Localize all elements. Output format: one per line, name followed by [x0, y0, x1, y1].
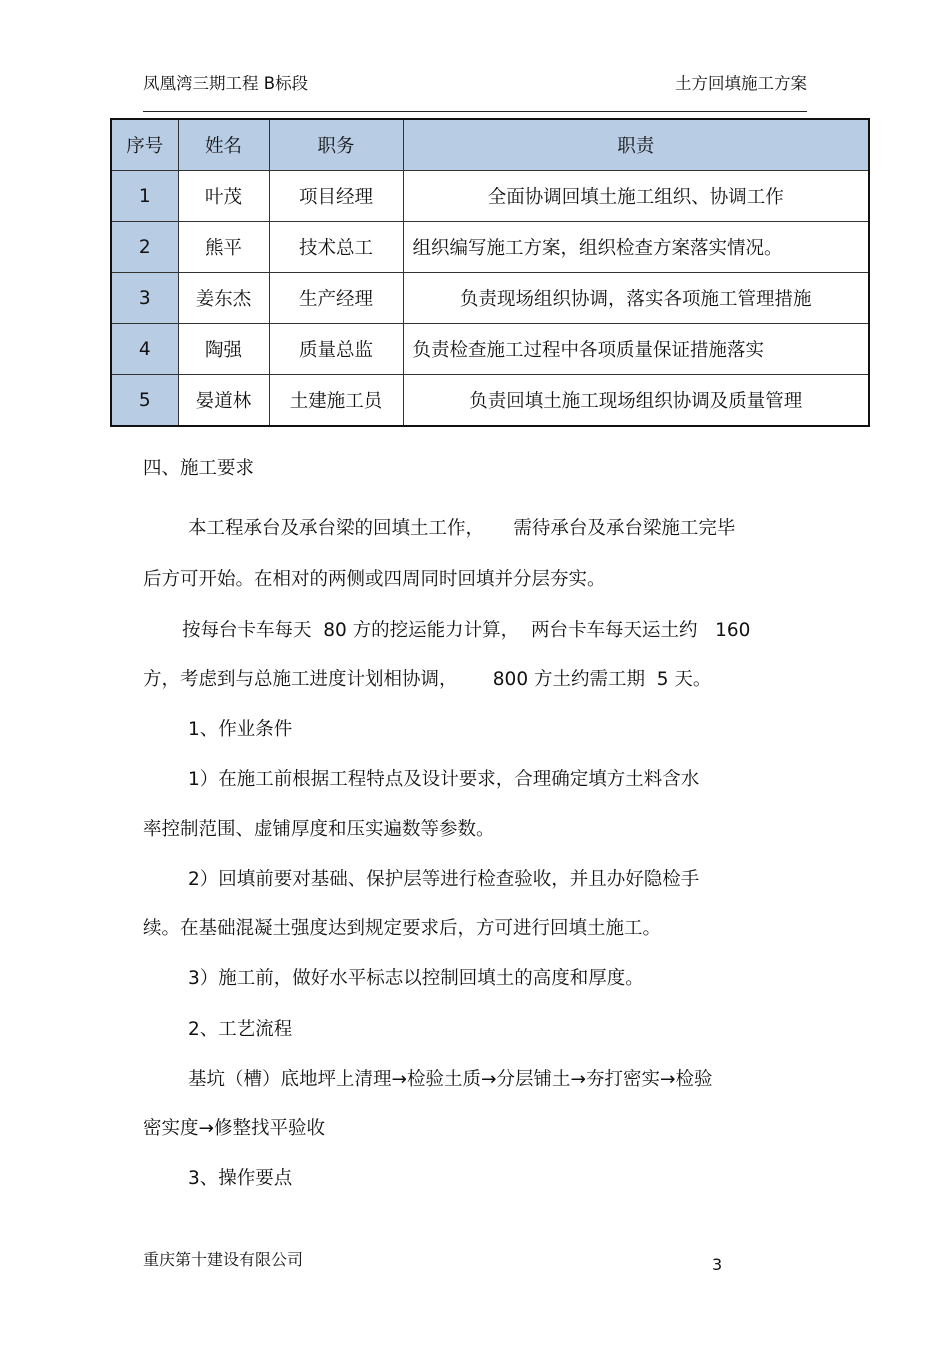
- cell-duty: 负责现场组织协调，落实各项施工管理措施: [403, 273, 869, 324]
- cell-position: 技术总工: [269, 222, 403, 273]
- header-project: 凤凰湾三期工程 B标段: [143, 74, 309, 93]
- section-title: 四、施工要求: [143, 458, 255, 479]
- table-header-row: [111, 119, 869, 171]
- cell-duty: 组织编写施工方案，组织检查方案落实情况。: [403, 222, 869, 273]
- cell-seq: 1: [111, 171, 178, 222]
- responsibility-table: [110, 118, 870, 427]
- cell-position: 项目经理: [269, 171, 403, 222]
- header-doc-title: 土方回填施工方案: [675, 74, 807, 93]
- cell-name: 姜东杰: [178, 273, 269, 324]
- paragraph-line: 1）在施工前根据工程特点及设计要求，合理确定填方土料含水: [188, 769, 700, 790]
- paragraph-line: 方，考虑到与总施工进度计划相协调， 800 方土约需工期 5 天。: [143, 669, 712, 690]
- paragraph-line: 2）回填前要对基础、保护层等进行检查验收，并且办好隐检手: [188, 869, 700, 890]
- page-number: 3: [712, 1255, 723, 1274]
- paragraph-line: 3）施工前，做好水平标志以控制回填土的高度和厚度。: [188, 968, 644, 989]
- paragraph-line: 本工程承台及承台梁的回填土工作， 需待承台及承台梁施工完毕: [188, 518, 736, 539]
- subheading-key-points: 3、操作要点: [188, 1168, 293, 1189]
- col-header-duty: 职责: [403, 119, 869, 171]
- paragraph-line: 按每台卡车每天 80 方的挖运能力计算， 两台卡车每天运土约 160: [182, 620, 751, 641]
- col-header-seq: 序号: [111, 119, 178, 171]
- cell-name: 熊平: [178, 222, 269, 273]
- cell-position: 生产经理: [269, 273, 403, 324]
- table-row: [111, 375, 869, 427]
- cell-seq: 2: [111, 222, 178, 273]
- cell-seq: 5: [111, 375, 178, 427]
- paragraph-line: 后方可开始。在相对的两侧或四周同时回填并分层夯实。: [143, 569, 606, 590]
- subheading-work-conditions: 1、作业条件: [188, 719, 293, 740]
- table-row: [111, 222, 869, 273]
- table-row: [111, 171, 869, 222]
- footer-company: 重庆第十建设有限公司: [143, 1250, 304, 1269]
- cell-seq: 4: [111, 324, 178, 375]
- table-row: [111, 273, 869, 324]
- cell-name: 晏道林: [178, 375, 269, 427]
- cell-duty: 全面协调回填土施工组织、协调工作: [403, 171, 869, 222]
- table-row: [111, 324, 869, 375]
- col-header-name: 姓名: [178, 119, 269, 171]
- cell-position: 土建施工员: [269, 375, 403, 427]
- cell-duty: 负责回填土施工现场组织协调及质量管理: [403, 375, 869, 427]
- header-rule: [143, 111, 807, 112]
- cell-name: 叶茂: [178, 171, 269, 222]
- col-header-position: 职务: [269, 119, 403, 171]
- paragraph-line: 率控制范围、虚铺厚度和压实遍数等参数。: [143, 819, 495, 840]
- paragraph-line: 续。在基础混凝土强度达到规定要求后，方可进行回填土施工。: [143, 918, 662, 939]
- paragraph-line: 密实度→修整找平验收: [143, 1118, 326, 1139]
- cell-seq: 3: [111, 273, 178, 324]
- cell-duty: 负责检查施工过程中各项质量保证措施落实: [403, 324, 869, 375]
- cell-position: 质量总监: [269, 324, 403, 375]
- paragraph-line: 基坑（槽）底地坪上清理→检验土质→分层铺土→夯打密实→检验: [188, 1069, 713, 1090]
- subheading-process-flow: 2、工艺流程: [188, 1019, 293, 1040]
- cell-name: 陶强: [178, 324, 269, 375]
